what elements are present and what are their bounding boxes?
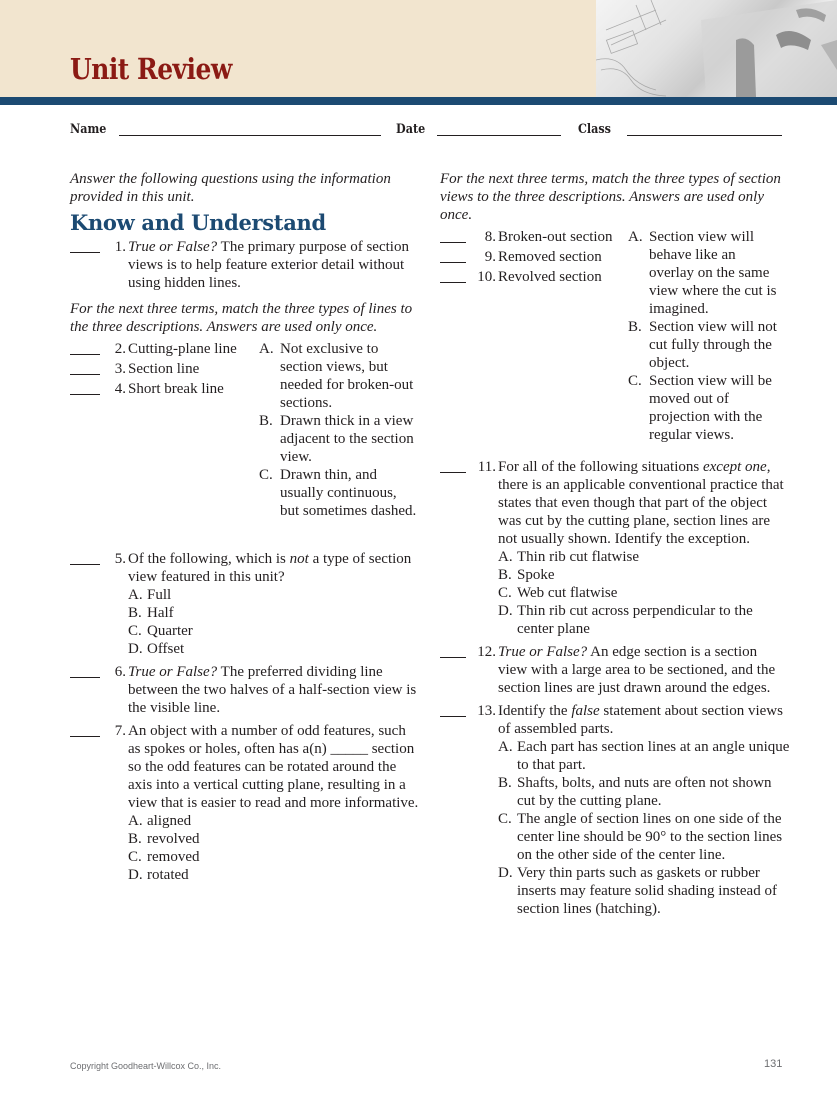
option-letter: B. <box>128 831 142 847</box>
description-text: Section view will be moved out of projection with the regular views. <box>649 373 772 443</box>
options-list <box>498 548 790 638</box>
matching-views <box>440 228 790 458</box>
question-number: 5. <box>114 551 126 567</box>
option-d <box>498 602 790 638</box>
matching-instructions-lines: For the next three terms, match the three types of lines to the three descriptions. Answers are used only once. <box>70 301 413 335</box>
description-c <box>628 372 783 444</box>
date-label: Date <box>396 122 426 137</box>
question-number: 2. <box>114 341 126 357</box>
option-letter: C. <box>498 585 512 601</box>
question-text: Of the following, which is <box>128 551 290 567</box>
description-text: Drawn thin, and usually continuous, but sometimes dashed. <box>280 467 417 519</box>
question-5 <box>70 550 420 658</box>
option-b <box>128 604 420 622</box>
question-11 <box>440 458 790 638</box>
answer-blank-9[interactable] <box>440 248 466 263</box>
emphasis: not <box>289 551 309 567</box>
question-text: An edge section is a section view with a large area to be sectioned, and the section lines are just drawn around the edges. <box>498 644 776 696</box>
option-b <box>498 774 790 810</box>
question-text: , there is an applicable conventional practice that states that even though that part of the object was cut by the cutting plane, section lines are not usually shown. Identify the exception. <box>498 459 784 547</box>
option-text: Half <box>147 605 174 621</box>
option-c <box>128 622 420 640</box>
option-letter: C. <box>259 467 273 483</box>
option-a <box>498 548 790 566</box>
emphasis: false <box>571 703 600 719</box>
option-letter: D. <box>128 867 143 883</box>
option-letter: C. <box>128 849 142 865</box>
right-column <box>440 170 790 923</box>
header-band <box>0 0 837 97</box>
description-text: Section view will not cut fully through the object. <box>649 319 777 371</box>
option-d <box>128 866 420 884</box>
option-text: The angle of section lines on one side of the center line should be 90° to the section lines on the other side of the center line. <box>517 811 783 863</box>
matching-descriptions <box>259 340 419 520</box>
question-10 <box>440 268 620 286</box>
term-text: Broken-out section <box>498 229 613 245</box>
answer-blank-11[interactable] <box>440 458 466 473</box>
question-7 <box>70 722 420 884</box>
header-divider-bar <box>0 97 837 105</box>
question-3 <box>70 360 255 378</box>
true-false-lead: True or False? <box>128 239 218 255</box>
description-c <box>259 466 419 520</box>
question-13 <box>440 702 790 918</box>
option-letter: C. <box>498 811 512 827</box>
question-4 <box>70 380 255 398</box>
term-text: Cutting-plane line <box>128 341 237 357</box>
options-list <box>128 812 420 884</box>
options-list <box>498 738 790 918</box>
option-a <box>498 738 790 774</box>
option-letter: A. <box>498 549 513 565</box>
left-column <box>70 170 420 889</box>
answer-blank-12[interactable] <box>440 643 466 658</box>
option-a <box>128 586 420 604</box>
term-text: Short break line <box>128 381 224 397</box>
option-letter: B. <box>628 319 642 335</box>
matching-lines <box>70 340 420 550</box>
option-letter: D. <box>498 865 513 881</box>
option-text: Thin rib cut flatwise <box>517 549 640 565</box>
option-d <box>498 864 790 918</box>
student-info-row <box>70 122 782 142</box>
question-text: The primary purpose of section views is to help feature exterior detail without using hidden lines. <box>128 239 409 291</box>
question-1 <box>70 238 420 292</box>
option-text: Offset <box>147 641 185 657</box>
option-letter: C. <box>128 623 142 639</box>
question-number: 6. <box>114 664 126 680</box>
emphasis: except one <box>702 459 767 475</box>
question-text: section so the odd features can be rotated around the axis into a vertical cutting plane, resulting in a view that is easier to read and more informative. <box>128 741 419 811</box>
question-number: 8. <box>484 229 496 245</box>
question-text: An object with a number of odd features, such as spokes or holes, often has a(n) <box>128 723 406 757</box>
question-number: 3. <box>114 361 126 377</box>
page-title: Unit Review <box>70 52 232 86</box>
matching-descriptions <box>628 228 783 444</box>
option-text: Thin rib cut across perpendicular to the center plane <box>517 603 753 637</box>
description-text: Not exclusive to section views, but needed for broken-out sections. <box>280 341 414 411</box>
matching-terms <box>70 340 255 403</box>
option-letter: A. <box>128 587 143 603</box>
answer-blank-8[interactable] <box>440 228 466 243</box>
term-text: Revolved section <box>498 269 602 285</box>
description-b <box>628 318 783 372</box>
option-c <box>498 584 790 602</box>
option-letter: B. <box>128 605 142 621</box>
question-12 <box>440 643 790 697</box>
question-text: a type of section view featured in this unit? <box>128 551 412 585</box>
name-field[interactable] <box>119 135 381 136</box>
question-text: For all of the following situations <box>498 459 703 475</box>
true-false-lead: True or False? <box>128 664 218 680</box>
name-label: Name <box>70 122 107 137</box>
answer-blank-2[interactable] <box>70 340 100 355</box>
option-letter: A. <box>498 739 513 755</box>
answer-blank-6[interactable] <box>70 663 100 678</box>
question-text: Identify the <box>498 703 572 719</box>
page-number: 131 <box>764 1058 783 1070</box>
option-text: Quarter <box>147 623 193 639</box>
matching-instructions-views: For the next three terms, match the three types of section views to the three descriptions. Answers are used only once. <box>440 171 781 223</box>
matching-terms <box>440 228 620 291</box>
option-letter: D. <box>128 641 143 657</box>
question-number: 10. <box>477 269 496 285</box>
question-number: 11. <box>477 459 496 475</box>
option-letter: C. <box>628 373 642 389</box>
option-text: Web cut flatwise <box>517 585 618 601</box>
option-letter: B. <box>259 413 273 429</box>
question-2 <box>70 340 255 358</box>
answer-blank-1[interactable] <box>70 238 100 253</box>
question-text: The preferred dividing line between the two halves of a half-section view is the visible line. <box>128 664 417 716</box>
answer-blank-4[interactable] <box>70 380 100 395</box>
option-letter: A. <box>128 813 143 829</box>
option-text: Each part has section lines at an angle unique to that part. <box>517 739 790 773</box>
description-a <box>628 228 783 318</box>
option-text: revolved <box>147 831 200 847</box>
option-a <box>128 812 420 830</box>
option-text: removed <box>147 849 200 865</box>
answer-blank-7[interactable] <box>70 722 100 737</box>
answer-blank-3[interactable] <box>70 360 100 375</box>
option-letter: B. <box>498 775 512 791</box>
question-6 <box>70 663 420 717</box>
class-label: Class <box>578 122 611 137</box>
option-b <box>128 830 420 848</box>
question-text: statement about section views of assembled parts. <box>498 703 783 737</box>
header-photo <box>596 0 837 97</box>
question-number: 4. <box>114 381 126 397</box>
option-text: Very thin parts such as gaskets or rubber inserts may feature solid shading instead of section lines (hatching). <box>517 865 777 917</box>
answer-blank-10[interactable] <box>440 268 466 283</box>
option-text: Spoke <box>517 567 555 583</box>
option-text: aligned <box>147 813 192 829</box>
option-letter: A. <box>259 341 274 357</box>
gear-drawing-illustration <box>596 0 837 97</box>
option-letter: B. <box>498 567 512 583</box>
option-letter: D. <box>498 603 513 619</box>
question-number: 9. <box>484 249 496 265</box>
inline-blank: _____ <box>330 741 368 757</box>
intro-instructions: Answer the following questions using the information provided in this unit. <box>70 171 391 205</box>
description-text: Section view will behave like an overlay on the same view where the cut is imagined. <box>649 229 777 317</box>
class-field[interactable] <box>627 135 782 136</box>
option-d <box>128 640 420 658</box>
description-a <box>259 340 419 412</box>
options-list <box>128 586 420 658</box>
section-heading: Know and Understand <box>70 210 326 235</box>
question-9 <box>440 248 620 266</box>
term-text: Section line <box>128 361 200 377</box>
description-text: Drawn thick in a view adjacent to the section view. <box>280 413 414 465</box>
true-false-lead: True or False? <box>498 644 588 660</box>
answer-blank-13[interactable] <box>440 702 466 717</box>
answer-blank-5[interactable] <box>70 550 100 565</box>
option-text: Full <box>147 587 172 603</box>
copyright-notice: Copyright Goodheart-Willcox Co., Inc. <box>70 1061 222 1071</box>
question-8 <box>440 228 620 246</box>
question-number: 12. <box>477 644 496 660</box>
option-text: Shafts, bolts, and nuts are often not shown cut by the cutting plane. <box>517 775 772 809</box>
date-field[interactable] <box>437 135 561 136</box>
description-b <box>259 412 419 466</box>
option-b <box>498 566 790 584</box>
question-number: 1. <box>114 239 126 255</box>
question-number: 7. <box>114 723 126 739</box>
option-letter: A. <box>628 229 643 245</box>
option-c <box>128 848 420 866</box>
term-text: Removed section <box>498 249 602 265</box>
option-c <box>498 810 790 864</box>
question-number: 13. <box>477 703 496 719</box>
option-text: rotated <box>147 867 189 883</box>
